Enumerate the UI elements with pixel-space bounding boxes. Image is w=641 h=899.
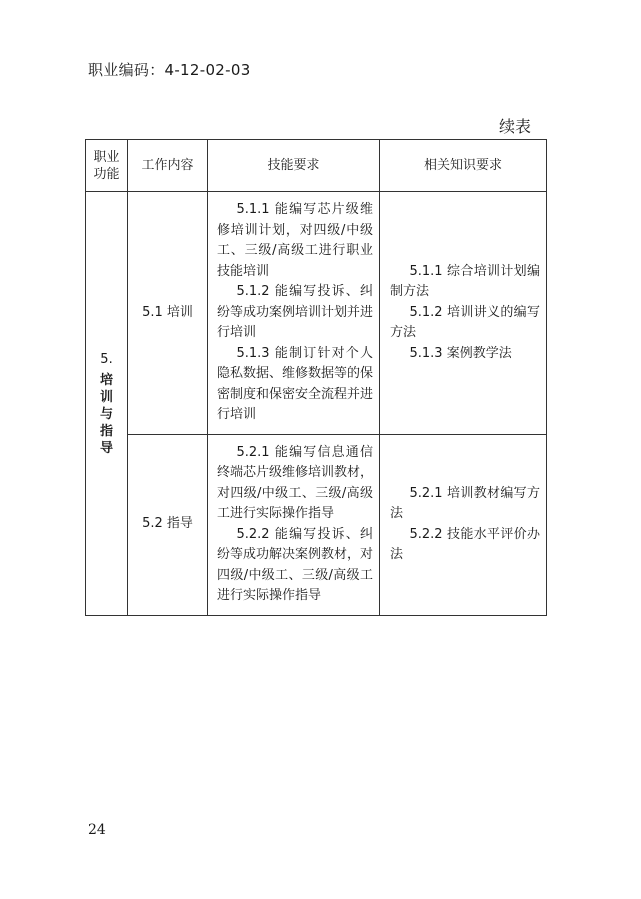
function-cell	[86, 192, 128, 616]
knowledge-item: 5.1.2 培训讲义的编写方法	[390, 304, 540, 340]
table-row	[86, 434, 547, 615]
skills-cell	[208, 434, 380, 615]
skill-item: 5.1.1 能编写芯片级维修培训计划，对四级/中级工、三级/高级工进行职业技能培训	[217, 202, 373, 279]
knowledge-item: 5.1.3 案例教学法	[409, 345, 512, 361]
work-content-cell: 5.2 指导	[128, 434, 208, 615]
skill-item: 5.2.2 能编写投诉、纠纷等成功解决案例教材，对四级/中级工、三级/高级工进行实际操作指导	[217, 526, 374, 603]
work-content-cell: 5.1 培训	[128, 192, 208, 435]
table-row	[86, 192, 547, 435]
skill-item: 5.1.3 能制订针对个人隐私数据、维修数据等的保密制度和保密安全流程并进行培训	[217, 345, 374, 422]
skill-requirements-table	[85, 139, 547, 616]
skills-cell	[208, 192, 380, 435]
knowledge-item: 5.2.1 培训教材编写方法	[390, 485, 540, 521]
knowledge-item: 5.1.1 综合培训计划编制方法	[390, 263, 540, 299]
header-work-content: 工作内容	[128, 140, 208, 192]
knowledge-item: 5.2.2 技能水平评价办法	[390, 526, 540, 562]
knowledge-cell	[380, 434, 547, 615]
header-knowledge-requirements: 相关知识要求	[380, 140, 547, 192]
occupation-code: 职业编码：4-12-02-03	[88, 61, 251, 79]
table-header-row	[86, 140, 547, 192]
skill-item: 5.1.2 能编写投诉、纠纷等成功案例培训计划并进行培训	[217, 284, 374, 340]
knowledge-cell	[380, 192, 547, 435]
header-skill-requirements: 技能要求	[208, 140, 380, 192]
function-number: 5.	[100, 351, 113, 367]
page-number: 24	[88, 822, 106, 838]
header-function: 职业功能	[86, 140, 128, 192]
continued-label: 续表	[499, 117, 532, 136]
function-name: 培训与指导	[99, 373, 113, 456]
skill-item: 5.2.1 能编写信息通信终端芯片级维修培训教材，对四级/中级工、三级/高级工进行实际操作指导	[217, 444, 374, 521]
